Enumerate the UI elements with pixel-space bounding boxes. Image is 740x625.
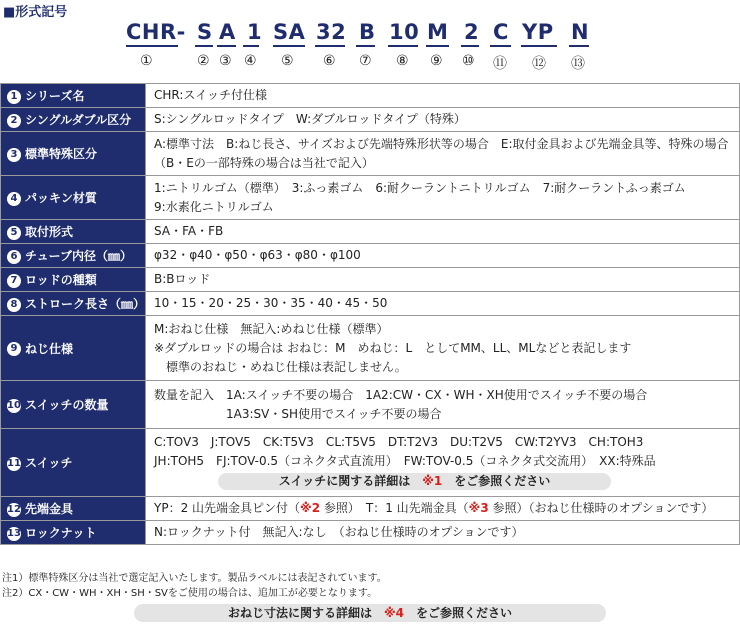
row-label-text: ロッドの種類	[25, 273, 97, 287]
value-line: C:TOV3 J:TOV5 CK:T5V3 CL:T5V5 DT:T2V3 DU:T2V5 CW:T2YV3 CH:TOH3	[154, 435, 644, 449]
code-number: ⑫	[532, 56, 546, 72]
row-label-text: チューブ内径（㎜）	[25, 249, 133, 263]
value-line: JH:TOH5 FJ:TOV-0.5（コネクタ式直流用） FW:TOV-0.5（コネクタ式交流用） XX:特殊品	[154, 454, 656, 468]
code-underline	[217, 45, 236, 47]
code-underline	[521, 45, 557, 47]
code-thread: M	[427, 20, 449, 44]
row-value	[146, 108, 740, 132]
row-number: 10	[7, 399, 21, 411]
code-standard: A	[219, 20, 236, 44]
value-line: 標準のおねじ・めねじ仕様は表記しません。	[154, 359, 407, 374]
value-line: N:ロックナット付 無記入:なし （おねじ仕様時のオプションです）	[154, 525, 524, 539]
code-number: ⑩	[462, 53, 475, 69]
row-number: 9	[7, 342, 21, 356]
value-line: （B・Eの一部特殊の場合は当社で記入）	[154, 155, 374, 170]
note-text: おねじ寸法に関する詳細は	[227, 606, 384, 620]
value-line: 数量を記入 1A:スイッチ不要の場合 1A2:CW・CX・WH・XH使用でスイッチ不要の場合	[154, 387, 648, 402]
row-number: 3	[7, 148, 21, 162]
reference-mark: ※2	[300, 501, 321, 515]
value-line: M:おねじ仕様 無記入:めねじ仕様（標準）	[154, 321, 389, 336]
code-underline	[195, 45, 213, 47]
code-underline	[461, 45, 479, 47]
note-text: をご参照ください	[404, 606, 513, 620]
code-underline	[569, 45, 589, 47]
value-line: B:Bロッド	[154, 272, 211, 286]
row-label-text: スイッチ	[25, 456, 73, 470]
row-label-text: 取付形式	[25, 225, 74, 239]
code-underline	[426, 45, 449, 47]
code-stroke: 10	[389, 20, 420, 44]
row-value	[146, 176, 740, 220]
code-switch-qty: 2	[464, 20, 480, 44]
row-label	[1, 244, 146, 268]
row-number: 8	[7, 298, 21, 312]
code-type: S	[197, 20, 213, 44]
row-value	[146, 132, 740, 176]
code-bore: 32	[316, 20, 347, 44]
row-value	[146, 521, 740, 545]
row-number: 4	[7, 192, 21, 206]
thread-details-note	[134, 604, 606, 622]
code-mount: SA	[273, 20, 306, 44]
row-label-text: ロックナット	[25, 526, 97, 540]
code-underline	[315, 45, 345, 47]
row-number: 12	[7, 503, 21, 515]
code-number: ④	[244, 53, 257, 69]
row-label-text: ストローク長さ（㎜）	[25, 297, 146, 311]
switch-details-note	[218, 473, 611, 490]
row-label-text: シングルダブル区分	[25, 113, 132, 127]
row-label	[1, 497, 146, 521]
value-line: 1:ニトリルゴム（標準） 3:ふっ素ゴム 6:耐クーラントニトリルゴム 7:耐クーラントふっ素ゴム	[154, 180, 686, 195]
code-number: ⑤	[281, 53, 294, 69]
code-underline	[273, 45, 305, 47]
row-number: 2	[7, 114, 21, 128]
code-switch: C	[493, 20, 509, 44]
code-number: ③	[219, 53, 232, 69]
code-underline	[388, 45, 418, 47]
footnote-1: 注1）標準特殊区分は当社で選定記入いたします。製品ラベルには表記されています。	[2, 573, 387, 584]
table-row	[1, 521, 740, 545]
table-row	[1, 268, 740, 292]
code-rod: B	[359, 20, 376, 44]
footnotes	[2, 571, 387, 601]
row-value	[146, 316, 740, 381]
row-label	[1, 429, 146, 497]
value-line: A:標準寸法 B:ねじ長さ、サイズおよび先端特殊形状等の場合 E:取付金具および先端金具等、特殊の場合	[154, 136, 729, 151]
table-row	[1, 381, 740, 429]
row-value	[146, 292, 740, 316]
code-number: ⑥	[323, 53, 336, 69]
row-value	[146, 244, 740, 268]
table-row	[1, 220, 740, 244]
row-number: 13	[7, 527, 21, 539]
reference-mark: ※3	[468, 501, 489, 515]
row-value	[146, 429, 740, 497]
table-row	[1, 108, 740, 132]
reference-mark: ※1	[422, 474, 443, 488]
row-value	[146, 84, 740, 108]
row-label-text: シリーズ名	[25, 89, 85, 103]
section-title: ■形式記号	[3, 5, 68, 20]
row-value	[146, 220, 740, 244]
row-label	[1, 220, 146, 244]
code-series: CHR-	[126, 20, 186, 44]
value-line: 10・15・20・25・30・35・40・45・50	[154, 296, 388, 310]
row-label	[1, 381, 146, 429]
table-row	[1, 84, 740, 108]
row-value	[146, 381, 740, 429]
row-label	[1, 521, 146, 545]
row-number: 5	[7, 226, 21, 240]
code-underline	[243, 45, 259, 47]
value-line: 9:水素化ニトリルゴム	[154, 199, 274, 214]
row-number: 1	[7, 90, 21, 104]
value-line: 参照） T：1 山先端金具（	[320, 501, 469, 515]
table-row	[1, 132, 740, 176]
row-label	[1, 108, 146, 132]
code-underline	[356, 45, 375, 47]
row-number: 7	[7, 274, 21, 288]
row-label	[1, 316, 146, 381]
row-label	[1, 292, 146, 316]
code-number: ⑧	[396, 53, 409, 69]
code-number: ⑦	[359, 53, 372, 69]
code-number: ⑨	[430, 53, 443, 69]
value-line: 1A3:SV・SH使用でスイッチ不要の場合	[154, 406, 442, 421]
row-number: 11	[7, 457, 21, 469]
value-line: SA・FA・FB	[154, 224, 224, 238]
code-locknut: N	[571, 20, 590, 44]
row-label-text: 先端金具	[25, 502, 74, 516]
table-row	[1, 497, 740, 521]
row-label	[1, 84, 146, 108]
value-line: CHR:スイッチ付仕様	[154, 88, 267, 102]
note-text: をご参照ください	[442, 474, 551, 488]
value-line: YP：2 山先端金具ピン付（	[154, 501, 301, 515]
table-row	[1, 244, 740, 268]
row-value	[146, 497, 740, 521]
row-value	[146, 268, 740, 292]
row-label-text: パッキン材質	[25, 191, 97, 205]
model-code-diagram	[118, 16, 598, 71]
code-number: ②	[197, 53, 210, 69]
table-row	[1, 429, 740, 497]
row-label	[1, 132, 146, 176]
row-label-text: 標準特殊区分	[25, 147, 98, 161]
reference-mark: ※4	[383, 606, 404, 620]
table-row	[1, 316, 740, 381]
spec-table	[0, 83, 740, 545]
footnote-2: 注2）CX・CW・WH・XH・SH・SVをご使用の場合は、追加工が必要となります。	[2, 588, 378, 599]
value-line: φ32・φ40・φ50・φ63・φ80・φ100	[154, 248, 361, 262]
code-packing: 1	[247, 20, 263, 44]
row-number: 6	[7, 250, 21, 264]
table-row	[1, 292, 740, 316]
code-tip: YP	[522, 20, 554, 44]
row-label-text: ねじ仕様	[25, 341, 74, 356]
row-label-text: スイッチの数量	[25, 398, 109, 412]
code-underline	[490, 45, 511, 47]
code-number: ⑪	[493, 56, 507, 72]
code-number: ⑬	[571, 56, 585, 72]
note-text: スイッチに関する詳細は	[278, 474, 423, 488]
code-number: ①	[140, 53, 153, 69]
code-underline	[126, 45, 178, 47]
row-label	[1, 176, 146, 220]
value-line: ※ダブルロッドの場合は おねじ：M めねじ：L としてMM、LL、MLなどと表記します	[154, 340, 632, 355]
row-label	[1, 268, 146, 292]
value-line: S:シングルロッドタイプ W:ダブルロッドタイプ（特殊）	[154, 112, 466, 126]
value-line: 参照）（おねじ仕様時のオプションです）	[488, 501, 714, 515]
table-row	[1, 176, 740, 220]
